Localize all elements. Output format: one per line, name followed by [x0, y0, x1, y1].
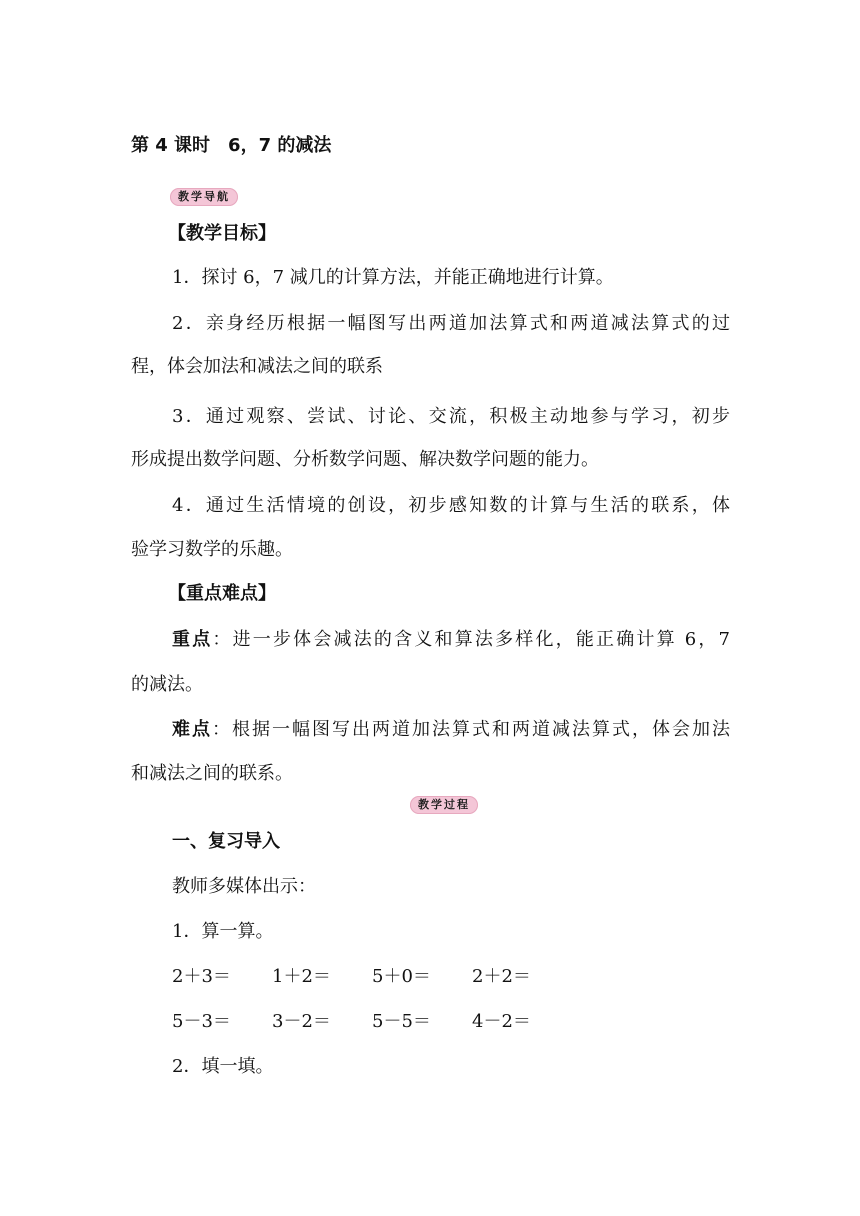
- objective-line: 程，体会加法和减法之间的联系: [131, 356, 383, 377]
- equation: 2＋3＝: [172, 966, 231, 987]
- difficulty-text: ：根据一幅图写出两道加法算式和两道减法算式，体会加法: [212, 719, 730, 740]
- task-1: 1．算一算。: [172, 921, 274, 942]
- guide-badge: 教学导航: [170, 188, 238, 206]
- objective-line: 3．通过观察、尝试、讨论、交流，积极主动地参与学习，初步: [172, 406, 730, 427]
- objective-line: 验学习数学的乐趣。: [131, 539, 293, 560]
- objective-line: 形成提出数学问题、分析数学问题、解决数学问题的能力。: [131, 449, 599, 470]
- objective-line: 4．通过生活情境的创设，初步感知数的计算与生活的联系，体: [172, 495, 730, 516]
- key-point-text: ：进一步体会减法的含义和算法多样化，能正确计算 6，7: [212, 629, 731, 650]
- equation: 4－2＝: [472, 1011, 531, 1032]
- process-badge: 教学过程: [410, 796, 478, 814]
- difficulty-paragraph: [172, 718, 730, 742]
- equation: 2＋2＝: [472, 966, 531, 987]
- key-point-label: 重点: [172, 629, 213, 650]
- difficulty-continuation: 和减法之间的联系。: [131, 763, 293, 784]
- equation: 5－5＝: [372, 1011, 431, 1032]
- teacher-shows-text: 教师多媒体出示：: [172, 876, 316, 897]
- task-2: 2．填一填。: [172, 1056, 274, 1077]
- key-points-heading: 【重点难点】: [168, 583, 276, 604]
- key-point-paragraph: [172, 628, 730, 652]
- equation: 1＋2＝: [272, 966, 331, 987]
- objectives-heading: 【教学目标】: [168, 223, 276, 244]
- equation: 5＋0＝: [372, 966, 431, 987]
- key-point-continuation: 的减法。: [131, 674, 203, 695]
- equation: 5－3＝: [172, 1011, 231, 1032]
- objective-line: 1．探讨 6，7 减几的计算方法，并能正确地进行计算。: [172, 267, 614, 288]
- equation: 3－2＝: [272, 1011, 331, 1032]
- lesson-title: 第 4 课时 6，7 的减法: [131, 135, 332, 156]
- review-heading: 一、复习导入: [172, 831, 280, 852]
- objective-line: 2．亲身经历根据一幅图写出两道加法算式和两道减法算式的过: [172, 313, 730, 334]
- difficulty-label: 难点: [172, 719, 212, 740]
